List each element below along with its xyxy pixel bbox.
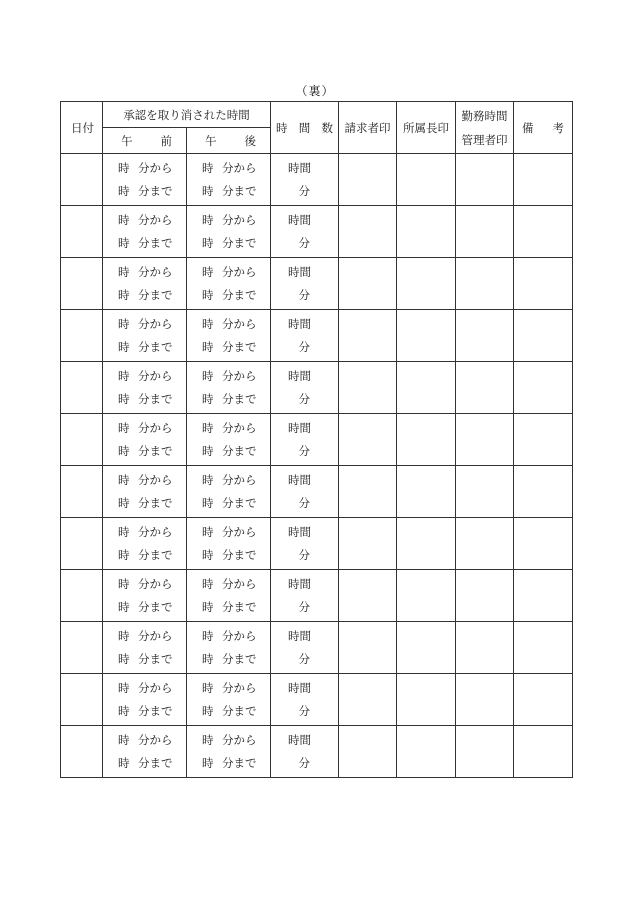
hours-cell[interactable]: 時間 分 <box>271 466 339 518</box>
chief-seal-cell[interactable] <box>397 622 456 674</box>
remarks-cell[interactable] <box>514 570 573 622</box>
am-time-cell[interactable]: 時 分から 時 分まで <box>103 570 187 622</box>
hours-cell[interactable]: 時間 分 <box>271 622 339 674</box>
manager-seal-cell[interactable] <box>456 622 514 674</box>
pm-time-cell[interactable]: 時 分から 時 分まで <box>187 518 271 570</box>
requester-seal-cell[interactable] <box>339 310 397 362</box>
manager-seal-cell[interactable] <box>456 206 514 258</box>
table-row <box>61 622 573 674</box>
remarks-cell[interactable] <box>514 726 573 778</box>
table-row <box>61 258 573 310</box>
hours-cell[interactable]: 時間 分 <box>271 414 339 466</box>
table-row <box>61 414 573 466</box>
hours-cell[interactable]: 時間 分 <box>271 362 339 414</box>
chief-seal-cell[interactable] <box>397 726 456 778</box>
am-time-cell[interactable]: 時 分から 時 分まで <box>103 206 187 258</box>
page-title: （裏） <box>295 84 335 98</box>
table-row <box>61 518 573 570</box>
am-time-cell[interactable]: 時 分から 時 分まで <box>103 466 187 518</box>
manager-seal-cell[interactable] <box>456 466 514 518</box>
pm-time-cell[interactable]: 時 分から 時 分まで <box>187 622 271 674</box>
manager-seal-cell[interactable] <box>456 258 514 310</box>
am-time-cell[interactable]: 時 分から 時 分まで <box>103 518 187 570</box>
table-row <box>61 362 573 414</box>
header-pm: 午 後 <box>187 128 271 154</box>
chief-seal-cell[interactable] <box>397 362 456 414</box>
pm-time-cell[interactable]: 時 分から 時 分まで <box>187 414 271 466</box>
am-time-cell[interactable]: 時 分から 時 分まで <box>103 622 187 674</box>
date-cell[interactable] <box>61 726 103 778</box>
cancellation-record-table <box>60 101 573 778</box>
pm-time-cell[interactable]: 時 分から 時 分まで <box>187 362 271 414</box>
chief-seal-cell[interactable] <box>397 674 456 726</box>
requester-seal-cell[interactable] <box>339 674 397 726</box>
manager-seal-cell[interactable] <box>456 726 514 778</box>
manager-seal-cell[interactable] <box>456 414 514 466</box>
chief-seal-cell[interactable] <box>397 570 456 622</box>
date-cell[interactable] <box>61 674 103 726</box>
header-cancelled-time: 承認を取り消された時間 <box>103 102 271 128</box>
am-time-cell[interactable]: 時 分から 時 分まで <box>103 726 187 778</box>
remarks-cell[interactable] <box>514 362 573 414</box>
header-remarks: 備 考 <box>514 102 573 154</box>
requester-seal-cell[interactable] <box>339 726 397 778</box>
table-row <box>61 466 573 518</box>
header-am: 午 前 <box>103 128 187 154</box>
table-row <box>61 674 573 726</box>
date-cell[interactable] <box>61 414 103 466</box>
header-manager-seal: 勤務時間 管理者印 <box>456 102 514 154</box>
pm-time-cell[interactable]: 時 分から 時 分まで <box>187 310 271 362</box>
requester-seal-cell[interactable] <box>339 206 397 258</box>
remarks-cell[interactable] <box>514 674 573 726</box>
header-requester-seal: 請求者印 <box>339 102 397 154</box>
requester-seal-cell[interactable] <box>339 466 397 518</box>
requester-seal-cell[interactable] <box>339 622 397 674</box>
table-row <box>61 310 573 362</box>
date-cell[interactable] <box>61 518 103 570</box>
remarks-cell[interactable] <box>514 466 573 518</box>
chief-seal-cell[interactable] <box>397 466 456 518</box>
requester-seal-cell[interactable] <box>339 258 397 310</box>
chief-seal-cell[interactable] <box>397 258 456 310</box>
hours-cell[interactable]: 時間 分 <box>271 518 339 570</box>
requester-seal-cell[interactable] <box>339 154 397 206</box>
requester-seal-cell[interactable] <box>339 414 397 466</box>
date-cell[interactable] <box>61 154 103 206</box>
hours-cell[interactable]: 時間 分 <box>271 726 339 778</box>
chief-seal-cell[interactable] <box>397 310 456 362</box>
am-time-cell[interactable]: 時 分から 時 分まで <box>103 674 187 726</box>
requester-seal-cell[interactable] <box>339 518 397 570</box>
pm-time-cell[interactable]: 時 分から 時 分まで <box>187 674 271 726</box>
remarks-cell[interactable] <box>514 310 573 362</box>
date-cell[interactable] <box>61 310 103 362</box>
am-time-cell[interactable]: 時 分から 時 分まで <box>103 414 187 466</box>
manager-seal-cell[interactable] <box>456 310 514 362</box>
pm-time-cell[interactable]: 時 分から 時 分まで <box>187 206 271 258</box>
remarks-cell[interactable] <box>514 518 573 570</box>
hours-cell[interactable]: 時間 分 <box>271 310 339 362</box>
remarks-cell[interactable] <box>514 206 573 258</box>
am-time-cell[interactable]: 時 分から 時 分まで <box>103 362 187 414</box>
pm-time-cell[interactable]: 時 分から 時 分まで <box>187 726 271 778</box>
manager-seal-cell[interactable] <box>456 154 514 206</box>
manager-seal-cell[interactable] <box>456 362 514 414</box>
requester-seal-cell[interactable] <box>339 362 397 414</box>
header-hours: 時 間 数 <box>271 102 339 154</box>
remarks-cell[interactable] <box>514 154 573 206</box>
date-cell[interactable] <box>61 622 103 674</box>
header-date: 日 付 <box>61 102 103 154</box>
table-row <box>61 206 573 258</box>
am-time-cell[interactable]: 時 分から 時 分まで <box>103 310 187 362</box>
manager-seal-cell[interactable] <box>456 674 514 726</box>
pm-time-cell[interactable]: 時 分から 時 分まで <box>187 570 271 622</box>
pm-time-cell[interactable]: 時 分から 時 分まで <box>187 154 271 206</box>
table-row <box>61 726 573 778</box>
hours-cell[interactable]: 時間 分 <box>271 206 339 258</box>
requester-seal-cell[interactable] <box>339 570 397 622</box>
pm-time-cell[interactable]: 時 分から 時 分まで <box>187 466 271 518</box>
hours-cell[interactable]: 時間 分 <box>271 570 339 622</box>
manager-seal-cell[interactable] <box>456 570 514 622</box>
chief-seal-cell[interactable] <box>397 518 456 570</box>
hours-cell[interactable]: 時間 分 <box>271 258 339 310</box>
date-cell[interactable] <box>61 258 103 310</box>
date-cell[interactable] <box>61 206 103 258</box>
remarks-cell[interactable] <box>514 258 573 310</box>
date-cell[interactable] <box>61 570 103 622</box>
date-cell[interactable] <box>61 362 103 414</box>
am-time-cell[interactable]: 時 分から 時 分まで <box>103 154 187 206</box>
table-row <box>61 154 573 206</box>
hours-cell[interactable]: 時間 分 <box>271 674 339 726</box>
hours-cell[interactable]: 時間 分 <box>271 154 339 206</box>
chief-seal-cell[interactable] <box>397 414 456 466</box>
header-chief-seal: 所属長印 <box>397 102 456 154</box>
pm-time-cell[interactable]: 時 分から 時 分まで <box>187 258 271 310</box>
date-cell[interactable] <box>61 466 103 518</box>
table-row <box>61 570 573 622</box>
remarks-cell[interactable] <box>514 414 573 466</box>
chief-seal-cell[interactable] <box>397 154 456 206</box>
am-time-cell[interactable]: 時 分から 時 分まで <box>103 258 187 310</box>
remarks-cell[interactable] <box>514 622 573 674</box>
chief-seal-cell[interactable] <box>397 206 456 258</box>
manager-seal-cell[interactable] <box>456 518 514 570</box>
